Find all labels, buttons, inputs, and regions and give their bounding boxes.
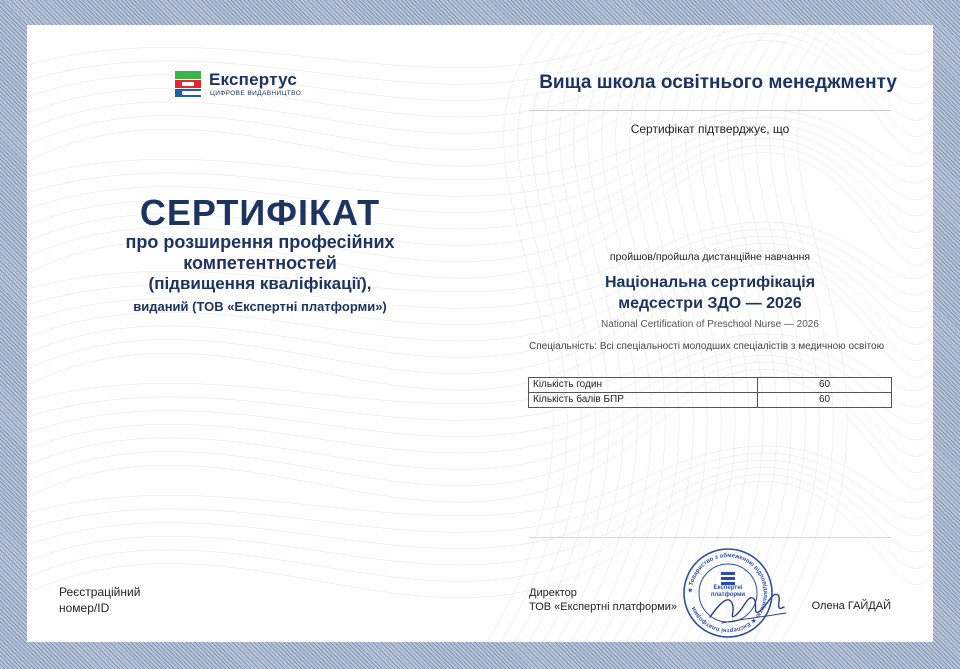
guilloche-line	[27, 41, 933, 167]
stats-table	[528, 377, 892, 408]
table-row	[529, 393, 892, 408]
stats-hours-value: 60	[758, 378, 892, 393]
guilloche-line	[585, 25, 651, 642]
expertus-logo-mark-icon	[175, 71, 201, 97]
logo-name: Експертус	[209, 70, 297, 89]
guilloche-line	[27, 453, 933, 532]
certificate-sheet	[27, 25, 933, 642]
stamp-center-text: Експертні платформи	[710, 585, 746, 598]
course-title-line-1: Національна сертифікація	[604, 274, 816, 291]
expertus-logo	[175, 71, 325, 101]
stats-hours-label: Кількість годин	[529, 378, 758, 393]
guilloche-background-pattern	[27, 25, 933, 642]
director-organization: ТОВ «Експертні платформи»	[529, 601, 678, 613]
certificate-issuer-line: виданий (ТОВ «Експертні платформи»)	[133, 299, 387, 314]
registration-id-label	[59, 584, 140, 616]
table-row	[529, 378, 892, 393]
guilloche-line	[515, 25, 581, 642]
certificate-title: СЕРТИФІКАТ	[139, 192, 381, 233]
course-title-english: National Certification of Preschool Nurse — 2026	[601, 319, 819, 330]
passed-training-text: пройшов/пройшла дистанційне навчання	[609, 251, 811, 263]
stamp-ring-text: ★ Товариство з обмеженою відповідальністю ★ Експертні платформи	[687, 552, 769, 634]
certificate-subtitle-line-1: про розширення професійних	[125, 232, 395, 252]
registration-line-1: Реєстраційний	[59, 585, 141, 599]
guilloche-line	[27, 474, 933, 581]
course-title-line-2: медсестри ЗДО — 2026	[618, 295, 802, 312]
certificate-subtitle-line-2: компетентностей	[183, 253, 337, 273]
guilloche-line	[487, 25, 553, 642]
logo-subtitle: ЦИФРОВЕ ВИДАВНИЦТВО	[210, 90, 302, 97]
stats-points-label: Кількість балів БПР	[529, 393, 758, 408]
specialty-text: Спеціальність: Всі спеціальності молодших спеціалістів з медичною освітою	[529, 341, 885, 352]
guilloche-line	[27, 460, 933, 548]
guilloche-line	[571, 25, 637, 642]
signer-name: Олена ГАЙДАЙ	[811, 600, 891, 612]
school-name: Вища школа освітнього менеджменту	[539, 72, 897, 93]
confirms-text: Сертифікат підтверджує, що	[630, 122, 790, 136]
registration-line-2: номер/ID	[59, 601, 110, 615]
divider-top	[529, 110, 891, 111]
director-block	[529, 586, 677, 614]
guilloche-line	[599, 25, 665, 642]
director-position: Директор	[529, 587, 577, 599]
certificate-subtitle-line-3: (підвищення кваліфікації),	[148, 274, 372, 293]
guilloche-line	[543, 25, 609, 642]
guilloche-line	[529, 25, 595, 642]
stats-points-value: 60	[758, 393, 892, 408]
guilloche-line	[613, 25, 679, 642]
divider-bottom	[529, 537, 891, 538]
guilloche-line	[501, 25, 567, 642]
